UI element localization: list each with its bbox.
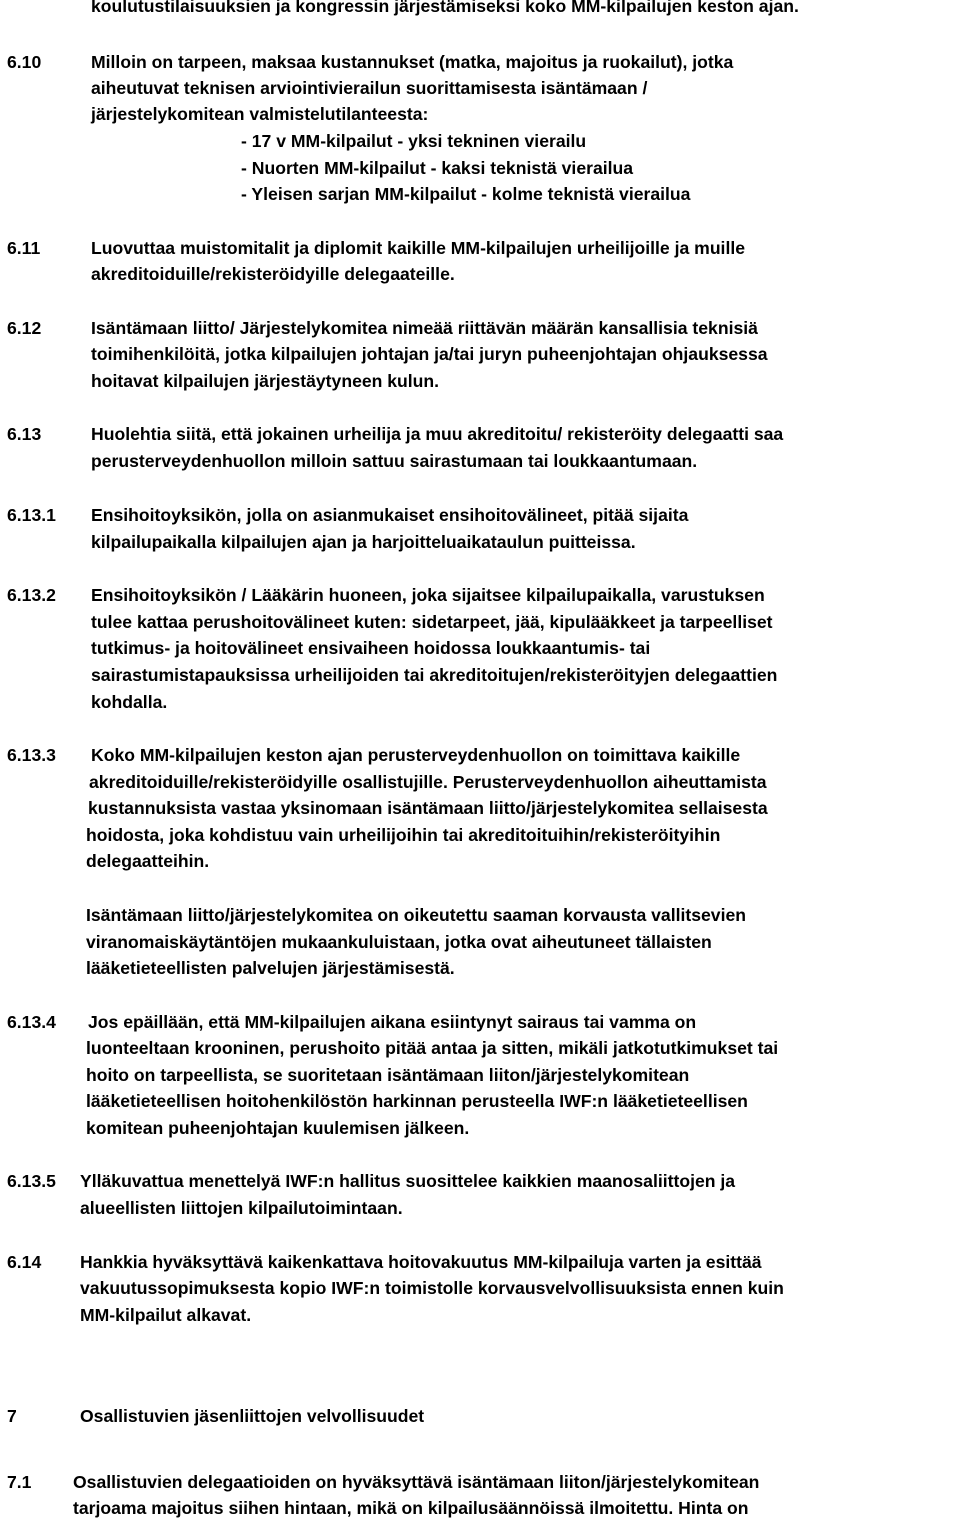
section-number-6-13-1: 6.13.1 — [7, 505, 56, 525]
section-6-13-5-line-1: Ylläkuvattua menettelyä IWF:n hallitus suosittelee kaikkien maanosaliittojen ja — [80, 1171, 736, 1191]
section-6-13-1-line-2: kilpailupaikalla kilpailujen ajan ja harjoitteluaikataulun puitteissa. — [91, 532, 636, 552]
section-6-13-line-2: perusterveydenhuollon milloin sattuu sairastumaan tai loukkaantumaan. — [91, 451, 698, 471]
section-6-13-3-para2-line-3: lääketieteellisten palvelujen järjestämisestä. — [86, 958, 455, 978]
section-6-10-line-2: aiheutuvat teknisen arviointivierailun suorittamisesta isäntämaan / — [91, 78, 648, 98]
section-6-13-3-line-1: Koko MM-kilpailujen keston ajan perusterveydenhuollon on toimittava kaikille — [91, 745, 741, 765]
section-6-10-line-1: Milloin on tarpeen, maksaa kustannukset (matka, majoitus ja ruokailut), jotka — [91, 52, 734, 72]
section-6-14-line-1: Hankkia hyväksyttävä kaikenkattava hoitovakuutus MM-kilpailuja varten ja esittää — [80, 1252, 762, 1272]
section-6-13-4-line-1: Jos epäillään, että MM-kilpailujen aikana esiintynyt sairaus tai vamma on — [88, 1012, 697, 1032]
section-6-13-3-line-5: delegaatteihin. — [86, 851, 210, 871]
section-7-heading: Osallistuvien jäsenliittojen velvollisuudet — [80, 1406, 425, 1426]
section-6-13-4-line-3: hoito on tarpeellista, se suoritetaan isäntämaan liiton/järjestelykomitean — [86, 1065, 690, 1085]
section-6-13-2-line-4: sairastumistapauksissa urheilijoiden tai akreditoitujen/rekisteröityjen delegaattien — [91, 665, 778, 685]
section-6-10-bullet-3: - Yleisen sarjan MM-kilpailut - kolme teknistä vierailua — [241, 184, 691, 204]
section-6-13-4-line-2: luonteeltaan krooninen, perushoito pitää antaa ja sitten, mikäli jatkotutkimukset tai — [86, 1038, 779, 1058]
section-6-13-1-line-1: Ensihoitoyksikön, jolla on asianmukaiset ensihoitovälineet, pitää sijaita — [91, 505, 689, 525]
section-6-14-line-3: MM-kilpailut alkavat. — [80, 1305, 252, 1325]
section-number-7: 7 — [7, 1406, 17, 1426]
section-number-6-13-2: 6.13.2 — [7, 585, 56, 605]
section-6-13-2-line-1: Ensihoitoyksikön / Lääkärin huoneen, joka sijaitsee kilpailupaikalla, varustuksen — [91, 585, 765, 605]
section-6-13-3-line-3: kustannuksista vastaa yksinomaan isäntämaan liitto/järjestelykomitea sellaisesta — [88, 798, 768, 818]
section-number-6-13-3: 6.13.3 — [7, 745, 56, 765]
section-number-6-13-4: 6.13.4 — [7, 1012, 56, 1032]
section-6-10-bullet-1: - 17 v MM-kilpailut - yksi tekninen vierailu — [241, 131, 587, 151]
section-number-6-13-5: 6.13.5 — [7, 1171, 56, 1191]
section-6-13-5-line-2: alueellisten liittojen kilpailutoimintaan. — [80, 1198, 403, 1218]
section-6-13-4-line-5: komitean puheenjohtajan kuulemisen jälkeen. — [86, 1118, 470, 1138]
section-6-13-2-line-3: tutkimus- ja hoitovälineet ensivaiheen hoidossa loukkaantumis- tai — [91, 638, 651, 658]
section-6-13-3-line-2: akreditoiduille/rekisteröidyille osallistujille. Perusterveydenhuollon aiheuttamista — [89, 772, 767, 792]
section-6-10-bullet-2: - Nuorten MM-kilpailut - kaksi teknistä vierailua — [241, 158, 634, 178]
section-6-13-4-line-4: lääketieteellisen hoitohenkilöstön harkinnan perusteella IWF:n lääketieteellisen — [86, 1091, 748, 1111]
section-6-11-line-1: Luovuttaa muistomitalit ja diplomit kaikille MM-kilpailujen urheilijoille ja muille — [91, 238, 746, 258]
section-6-14-line-2: vakuutussopimuksesta kopio IWF:n toimistolle korvausvelvollisuuksista ennen kuin — [80, 1278, 784, 1298]
section-6-12-line-3: hoitavat kilpailujen järjestäytyneen kulun. — [91, 371, 440, 391]
section-6-13-3-para2-line-2: viranomaiskäytäntöjen mukaankuluistaan, jotka ovat aiheutuneet tällaisten — [86, 932, 712, 952]
section-6-13-3-line-4: hoidosta, joka kohdistuu vain urheilijoihin tai akreditoituihin/rekisteröityihin — [86, 825, 721, 845]
section-number-6-10: 6.10 — [7, 52, 42, 72]
section-number-6-12: 6.12 — [7, 318, 42, 338]
section-6-10-line-3: järjestelykomitean valmistelutilanteesta: — [91, 104, 429, 124]
section-number-7-1: 7.1 — [7, 1472, 32, 1492]
section-6-13-3-para2-line-1: Isäntämaan liitto/järjestelykomitea on oikeutettu saaman korvausta vallitsevien — [86, 905, 747, 925]
section-6-12-line-1: Isäntämaan liitto/ Järjestelykomitea nimeää riittävän määrän kansallisia teknisiä — [91, 318, 758, 338]
section-6-13-line-1: Huolehtia siitä, että jokainen urheilija ja muu akreditoitu/ rekisteröity delegaatti saa — [91, 424, 784, 444]
section-7-1-line-2: tarjoama majoitus siihen hintaan, mikä on kilpailusäännöissä ilmoitettu. Hinta on — [73, 1498, 749, 1518]
section-number-6-11: 6.11 — [7, 238, 41, 258]
continuation-line: koulutustilaisuuksien ja kongressin järjestämiseksi koko MM-kilpailujen keston ajan. — [91, 0, 799, 16]
section-6-13-2-line-2: tulee kattaa perushoitovälineet kuten: sidetarpeet, jää, kipulääkkeet ja tarpeelliset — [91, 612, 773, 632]
section-number-6-13: 6.13 — [7, 424, 42, 444]
section-6-11-line-2: akreditoiduille/rekisteröidyille delegaateille. — [91, 264, 455, 284]
section-6-12-line-2: toimihenkilöitä, jotka kilpailujen johtajan ja/tai juryn puheenjohtajan ohjauksessa — [91, 344, 768, 364]
section-6-13-2-line-5: kohdalla. — [91, 692, 168, 712]
section-7-1-line-1: Osallistuvien delegaatioiden on hyväksyttävä isäntämaan liiton/järjestelykomitean — [73, 1472, 760, 1492]
section-number-6-14: 6.14 — [7, 1252, 42, 1272]
